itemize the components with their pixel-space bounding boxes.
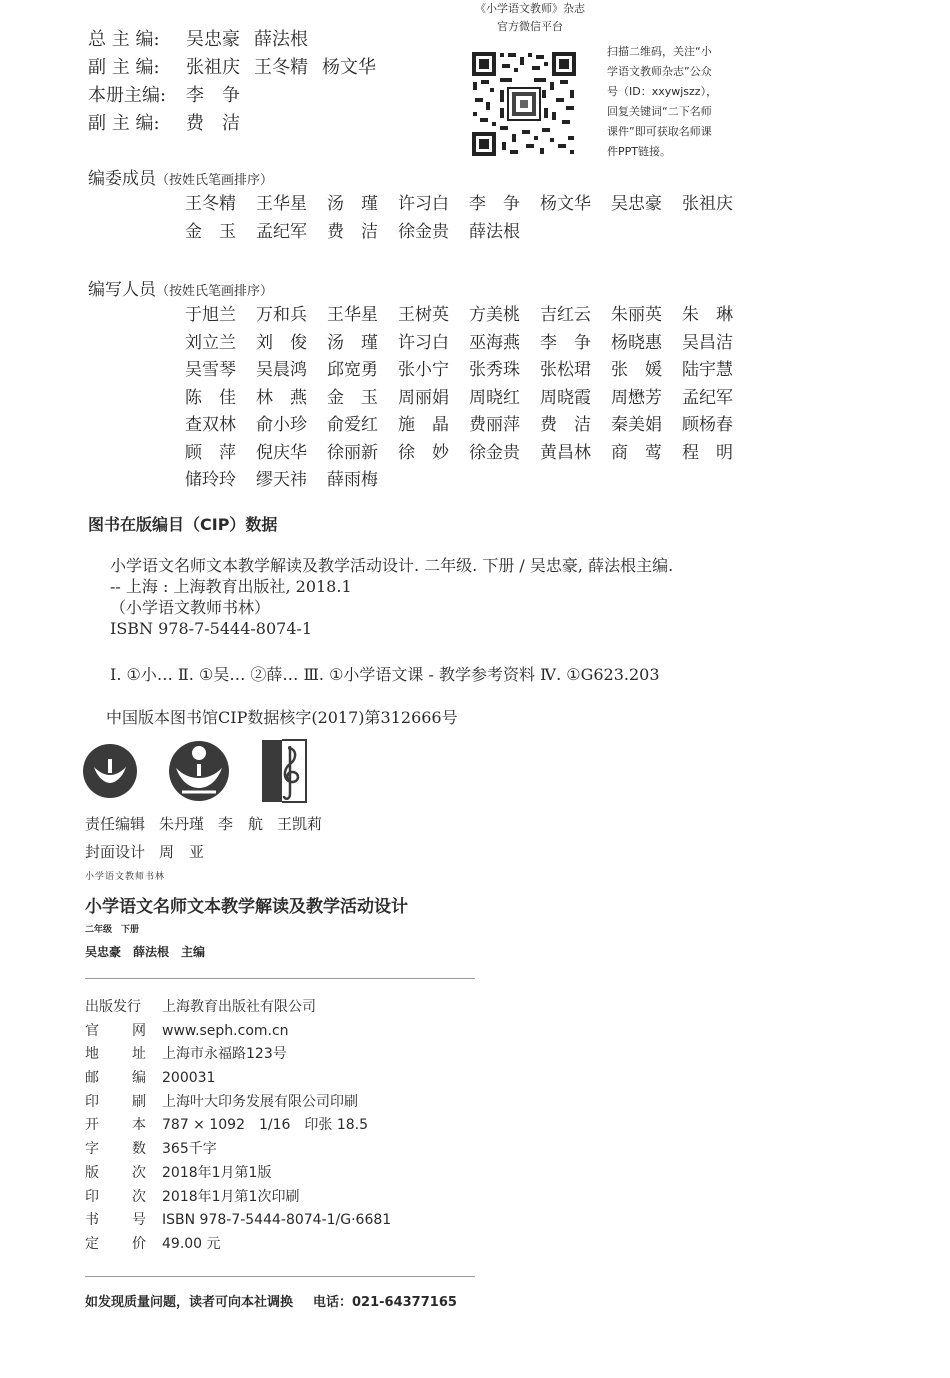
writer-name: 吴雪琴 bbox=[185, 360, 236, 380]
writer-name: 林 燕 bbox=[256, 387, 307, 408]
colophon-value: ISBN 978-7-5444-8074-1/G·6681 bbox=[162, 1212, 392, 1229]
member-name: 王冬精 bbox=[185, 194, 236, 214]
member-name: 许习白 bbox=[398, 194, 449, 214]
committee-title-text: 编委成员 bbox=[88, 169, 156, 189]
colophon-value: 49.00 元 bbox=[162, 1235, 221, 1252]
writer-name: 刘立兰 bbox=[185, 332, 236, 353]
writer-name: 施 晶 bbox=[398, 415, 449, 435]
colophon-label: 书 号 bbox=[85, 1212, 146, 1229]
editor-row bbox=[88, 82, 376, 110]
writer-name: 孟纪军 bbox=[682, 387, 733, 408]
writer-name: 陆宇慧 bbox=[682, 360, 733, 380]
writer-name: 程 明 bbox=[682, 442, 733, 463]
writer-name: 费 洁 bbox=[540, 415, 591, 435]
member-name: 徐金贵 bbox=[398, 221, 449, 242]
committee-members bbox=[185, 191, 753, 246]
book-authors: 吴忠豪 薛法根 主编 bbox=[85, 945, 206, 959]
writer-name: 朱 琳 bbox=[682, 305, 733, 325]
series-name: 小学语文教师书林 bbox=[85, 872, 166, 882]
editor-name: 李 争 bbox=[186, 85, 240, 106]
staff-name: 李 航 bbox=[218, 815, 264, 833]
writer-name: 商 莺 bbox=[611, 442, 662, 463]
writer-name: 张 媛 bbox=[611, 360, 662, 380]
footer bbox=[85, 1291, 457, 1310]
staff-label: 责任编辑 bbox=[85, 815, 146, 833]
member-name: 孟纪军 bbox=[256, 221, 307, 242]
writer-name: 黄昌林 bbox=[540, 442, 591, 463]
colophon-label: 版 次 bbox=[85, 1164, 146, 1181]
writer-name: 储玲玲 bbox=[185, 470, 236, 490]
writer-name: 朱丽英 bbox=[611, 305, 662, 325]
writer-name: 薛雨梅 bbox=[327, 470, 378, 490]
colophon-value: 上海教育出版社有限公司 bbox=[162, 999, 316, 1015]
writer-name: 于旭兰 bbox=[185, 305, 236, 325]
qr-caption bbox=[460, 0, 600, 36]
editor-name: 吴忠豪 bbox=[186, 29, 240, 50]
qr-caption-line: 官方微信平台 bbox=[497, 20, 563, 33]
colophon-label: 官 网 bbox=[85, 1022, 146, 1039]
sprout-logo-icon bbox=[82, 743, 138, 799]
qr-note bbox=[607, 42, 737, 162]
member-name: 薛法根 bbox=[469, 221, 520, 242]
qr-note-line: 扫描二维码，关注“小 bbox=[607, 45, 712, 58]
writer-name: 吴昌洁 bbox=[682, 332, 733, 353]
book-grade: 二年级 下册 bbox=[85, 925, 140, 935]
member-name: 吴忠豪 bbox=[611, 194, 662, 214]
writer-name: 徐金贵 bbox=[469, 442, 520, 463]
colophon-row bbox=[85, 1138, 391, 1162]
colophon-label: 印 刷 bbox=[85, 1093, 146, 1110]
writer-name: 杨晓惠 bbox=[611, 332, 662, 353]
cip-title: 图书在版编目（CIP）数据 bbox=[88, 515, 278, 534]
writer-name: 周晓霞 bbox=[540, 387, 591, 408]
writer-name: 王华星 bbox=[327, 305, 378, 325]
cip-line: -- 上海 : 上海教育出版社, 2018.1 bbox=[110, 577, 352, 596]
colophon-label: 字 数 bbox=[85, 1141, 146, 1158]
writer-name: 徐丽新 bbox=[327, 442, 378, 463]
colophon-value: 2018年1月第1版 bbox=[162, 1164, 272, 1181]
writer-name: 王树英 bbox=[398, 305, 449, 325]
writer-name: 查双林 bbox=[185, 415, 236, 435]
committee-sort-note: （按姓氏笔画排序） bbox=[156, 173, 274, 188]
colophon-value: 200031 bbox=[162, 1070, 216, 1087]
colophon-label: 出版发行 bbox=[85, 999, 141, 1015]
cip-body bbox=[110, 555, 750, 639]
staff-name: 王凯莉 bbox=[277, 815, 323, 833]
colophon-label: 开 本 bbox=[85, 1117, 146, 1134]
staff-label: 封面设计 bbox=[85, 843, 146, 861]
colophon-value: 上海市永福路123号 bbox=[162, 1046, 287, 1063]
cip-line: ISBN 978-7-5444-8074-1 bbox=[110, 619, 313, 638]
editor-name: 费 洁 bbox=[186, 113, 240, 134]
writers-sort-note: （按姓氏笔画排序） bbox=[156, 284, 274, 299]
colophon-value: 2018年1月第1次印刷 bbox=[162, 1188, 300, 1205]
writer-name: 李 争 bbox=[540, 332, 591, 353]
colophon-label: 印 次 bbox=[85, 1188, 146, 1205]
writer-name: 陈 佳 bbox=[185, 387, 236, 408]
editor-name: 薛法根 bbox=[254, 29, 308, 50]
writers-title bbox=[88, 275, 273, 300]
colophon-row bbox=[85, 1162, 391, 1186]
committee-title bbox=[88, 164, 273, 189]
quality-note: 如发现质量问题，读者可向本社调换 bbox=[85, 1295, 294, 1310]
qr-note-line: 学语文教师杂志”公众 bbox=[607, 65, 712, 78]
colophon-value: 787 × 1092 1/16 印张 18.5 bbox=[162, 1117, 369, 1134]
writer-name: 刘 俊 bbox=[256, 332, 307, 353]
member-name: 杨文华 bbox=[540, 194, 591, 214]
writer-name: 张松珺 bbox=[540, 360, 591, 380]
phone-number: 电话：021-64377165 bbox=[313, 1295, 457, 1310]
colophon-row bbox=[85, 1020, 391, 1044]
writer-name: 徐 妙 bbox=[398, 442, 449, 463]
writer-name: 张小宁 bbox=[398, 360, 449, 380]
writer-name: 周懋芳 bbox=[611, 387, 662, 408]
colophon-value: 365千字 bbox=[162, 1141, 217, 1158]
writer-name: 方美桃 bbox=[469, 305, 520, 325]
member-name: 金 玉 bbox=[185, 221, 236, 242]
editor-role: 副 主 编: bbox=[88, 57, 160, 78]
staff-row bbox=[85, 810, 322, 838]
cip-line: 小学语文名师文本教学解读及教学活动设计. 二年级. 下册 / 吴忠豪, 薛法根主编. bbox=[110, 556, 674, 575]
music-publisher-logo-icon bbox=[260, 738, 310, 804]
qr-note-line: 回复关键词“二下名师 bbox=[607, 105, 712, 118]
editor-name: 杨文华 bbox=[322, 57, 376, 78]
editor-row bbox=[88, 26, 376, 54]
colophon-row bbox=[85, 1067, 391, 1091]
production-staff bbox=[85, 810, 322, 866]
member-name: 李 争 bbox=[469, 194, 520, 214]
qr-caption-line: 《小学语文教师》杂志 bbox=[475, 2, 585, 15]
qr-code-icon bbox=[470, 50, 578, 158]
writer-name: 万和兵 bbox=[256, 305, 307, 325]
writer-name: 俞爱红 bbox=[327, 415, 378, 435]
publisher-emblem-icon bbox=[168, 740, 230, 802]
editor-row bbox=[88, 54, 376, 82]
qr-note-line: 号（ID：xxywjszz）， bbox=[607, 85, 718, 98]
editors-block bbox=[88, 26, 376, 138]
writer-name: 汤 瑾 bbox=[327, 332, 378, 353]
staff-row bbox=[85, 838, 322, 866]
publisher-logos bbox=[82, 738, 310, 804]
writer-name: 金 玉 bbox=[327, 387, 378, 408]
colophon bbox=[85, 996, 391, 1257]
colophon-label: 地 址 bbox=[85, 1046, 146, 1063]
qr-note-line: 件PPT链接。 bbox=[607, 145, 671, 158]
writer-name: 邱宽勇 bbox=[327, 360, 378, 380]
writer-name: 顾 萍 bbox=[185, 442, 236, 463]
colophon-value: www.seph.com.cn bbox=[162, 1022, 289, 1039]
editor-role: 本册主编: bbox=[88, 85, 167, 106]
member-name: 汤 瑾 bbox=[327, 194, 378, 214]
writer-name: 倪庆华 bbox=[256, 442, 307, 463]
writer-name: 周晓红 bbox=[469, 387, 520, 408]
colophon-row bbox=[85, 1233, 391, 1257]
writer-name: 吴晨鸿 bbox=[256, 360, 307, 380]
cip-classification: Ⅰ. ①小… Ⅱ. ①吴… ②薛… Ⅲ. ①小学语文课 - 教学参考资料 Ⅳ. ①G623.203 bbox=[110, 665, 660, 684]
colophon-value: 上海叶大印务发展有限公司印刷 bbox=[162, 1093, 358, 1110]
colophon-row bbox=[85, 1186, 391, 1210]
writer-name: 秦美娟 bbox=[611, 415, 662, 435]
divider bbox=[85, 978, 475, 979]
cip-record-number: 中国版本图书馆CIP数据核字(2017)第312666号 bbox=[106, 708, 458, 727]
writers-title-text: 编写人员 bbox=[88, 280, 156, 300]
editor-name: 王冬精 bbox=[254, 57, 308, 78]
member-name: 张祖庆 bbox=[682, 194, 733, 214]
writer-name: 顾杨春 bbox=[682, 415, 733, 435]
book-title: 小学语文名师文本教学解读及教学活动设计 bbox=[85, 897, 408, 917]
staff-name: 周 亚 bbox=[159, 843, 205, 861]
editor-role: 总 主 编: bbox=[88, 29, 160, 50]
qr-note-line: 课件”即可获取名师课 bbox=[607, 125, 712, 138]
writer-name: 缪天祎 bbox=[256, 470, 307, 490]
colophon-row bbox=[85, 1091, 391, 1115]
staff-name: 朱丹瑾 bbox=[159, 815, 205, 833]
colophon-label: 邮 编 bbox=[85, 1070, 146, 1087]
member-name: 王华星 bbox=[256, 194, 307, 214]
editor-row bbox=[88, 110, 376, 138]
cip-line: （小学语文教师书林） bbox=[110, 598, 271, 617]
writer-name: 许习白 bbox=[398, 332, 449, 353]
writer-name: 周丽娟 bbox=[398, 387, 449, 408]
editor-name: 张祖庆 bbox=[186, 57, 240, 78]
colophon-row bbox=[85, 1209, 391, 1233]
member-name: 费 洁 bbox=[327, 221, 378, 242]
divider bbox=[85, 1276, 475, 1277]
writer-name: 张秀珠 bbox=[469, 360, 520, 380]
colophon-row bbox=[85, 1114, 391, 1138]
writer-name: 费丽萍 bbox=[469, 415, 520, 435]
colophon-row bbox=[85, 996, 391, 1020]
colophon-label: 定 价 bbox=[85, 1235, 146, 1252]
writer-name: 吉红云 bbox=[540, 305, 591, 325]
editor-role: 副 主 编: bbox=[88, 113, 160, 134]
writers-members bbox=[185, 302, 753, 495]
writer-name: 巫海燕 bbox=[469, 332, 520, 353]
writer-name: 俞小珍 bbox=[256, 415, 307, 435]
qr-code[interactable] bbox=[470, 50, 578, 158]
colophon-row bbox=[85, 1043, 391, 1067]
